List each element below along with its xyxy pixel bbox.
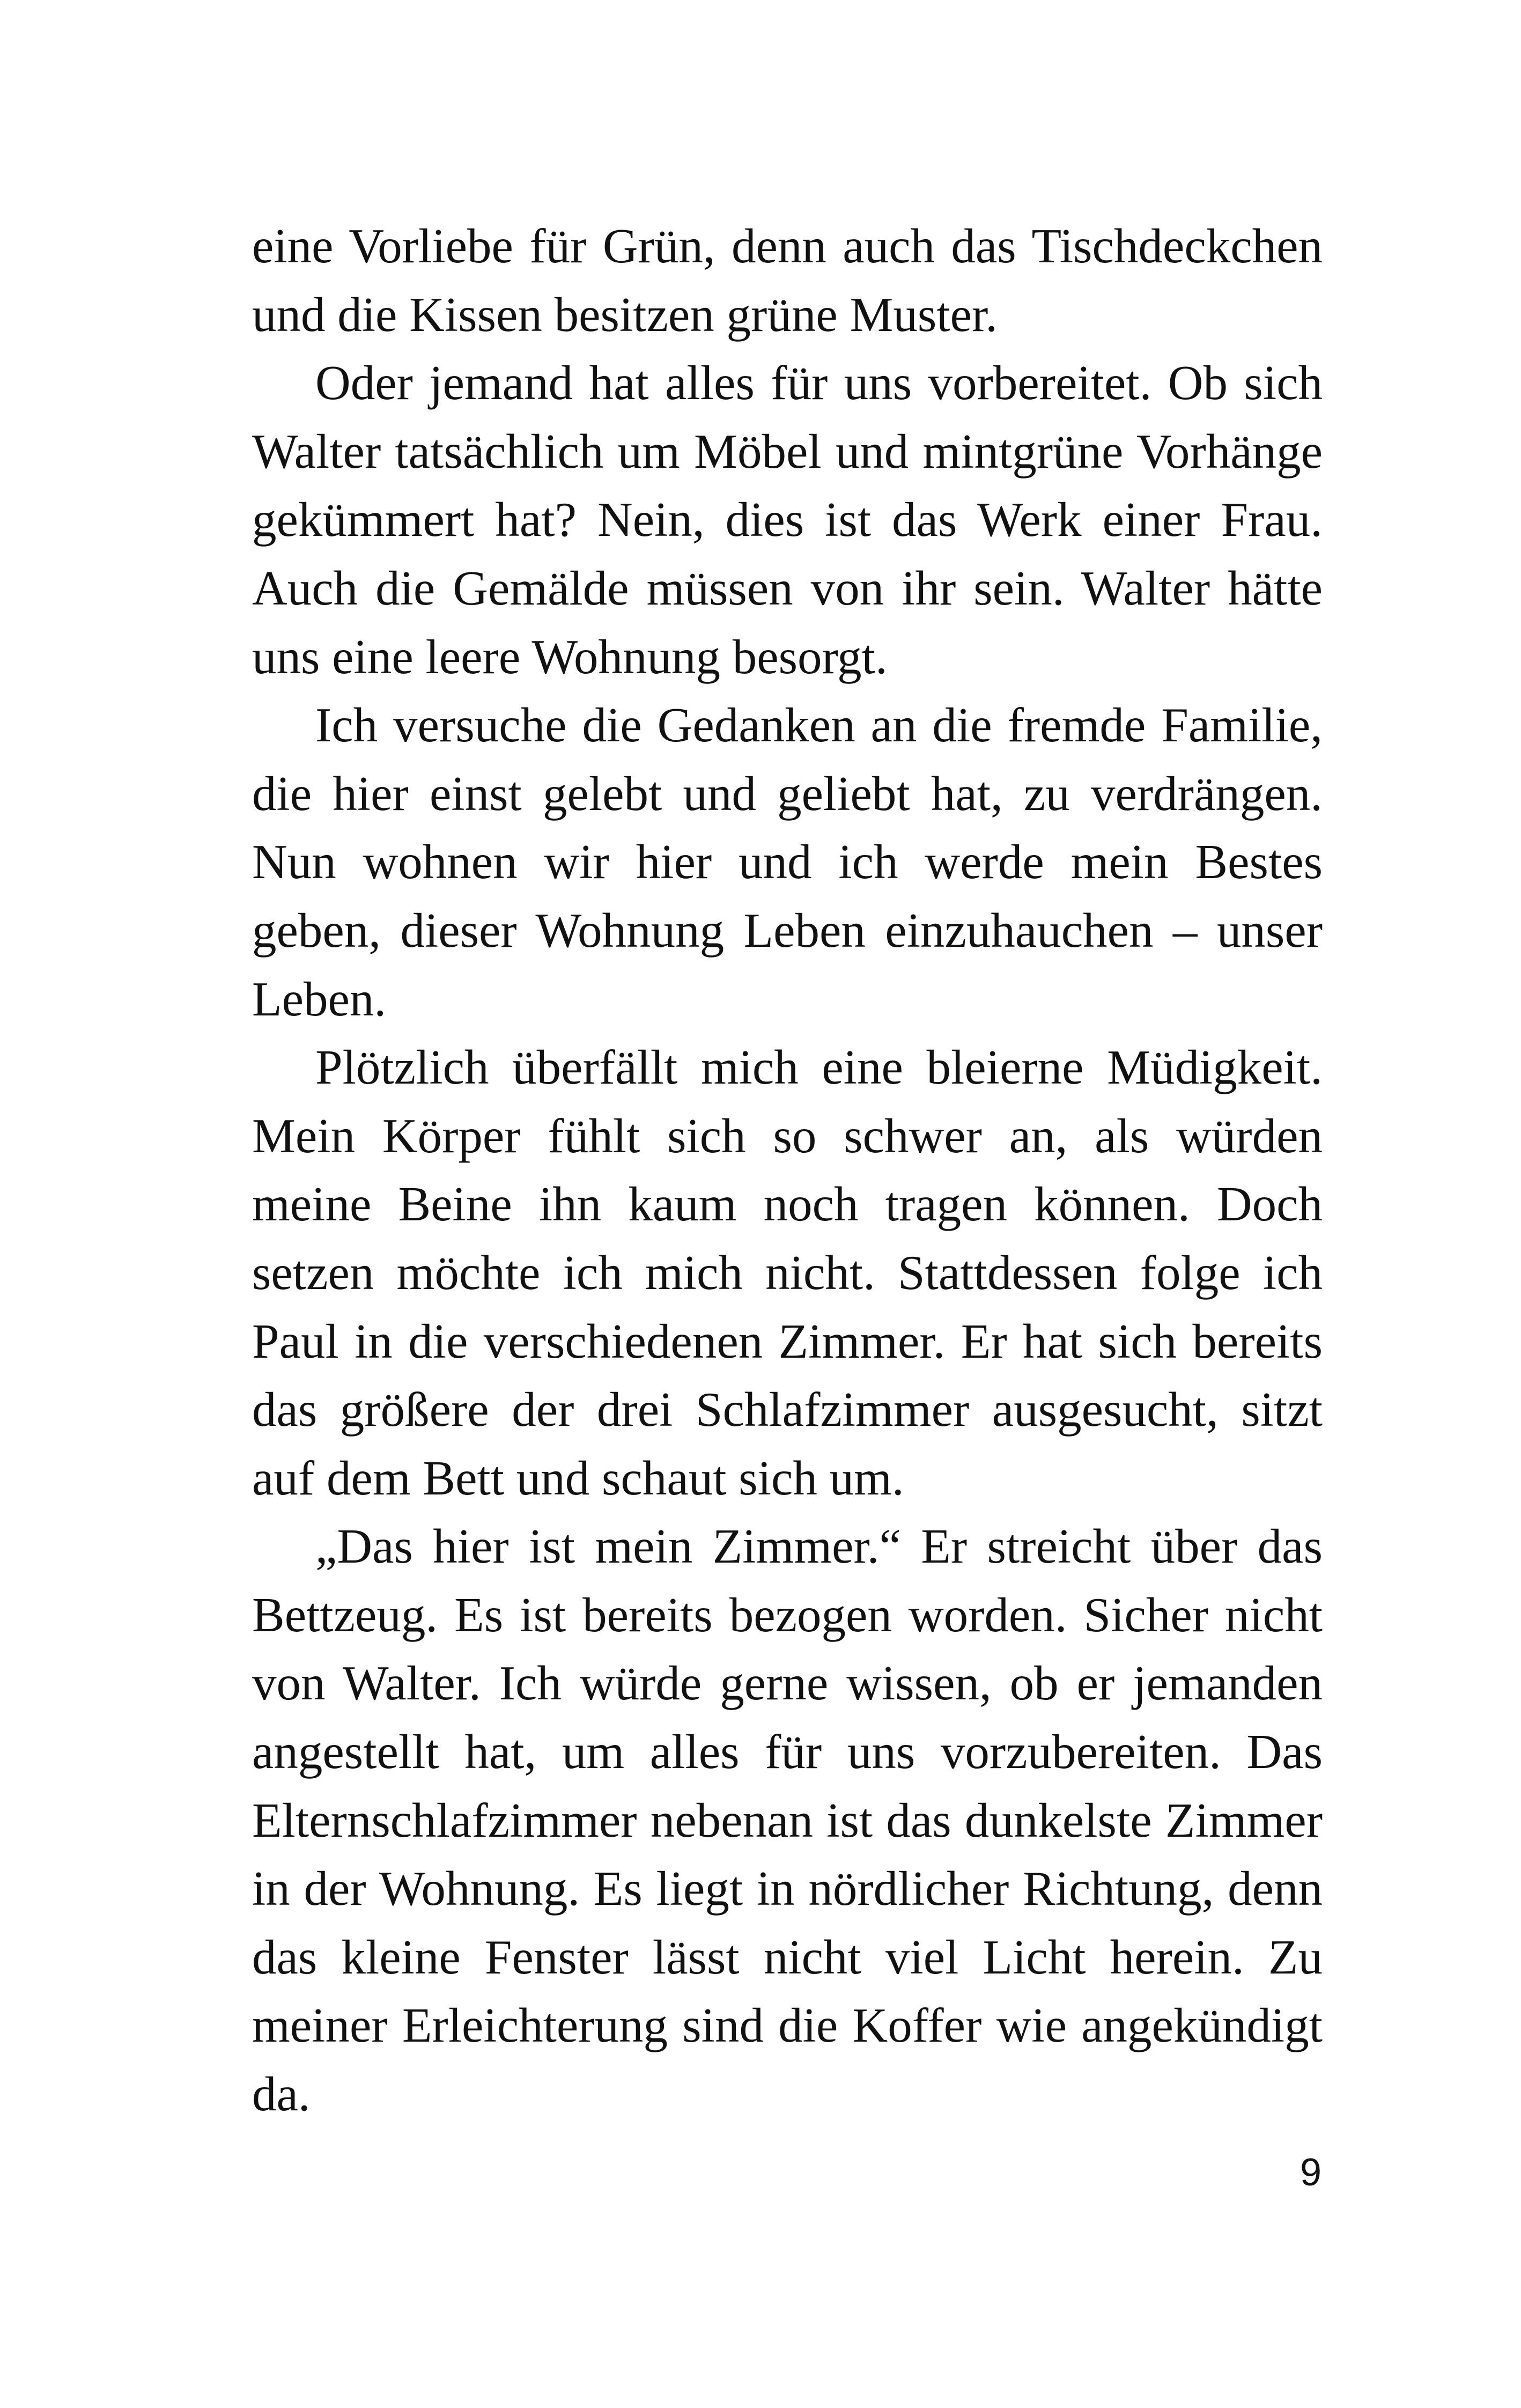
paragraph: Oder jemand hat alles für uns vorbereitet. Ob sich Walter tatsächlich um Möbel und mintgrüne Vorhänge gekümmert hat? Nein, dies ist das Werk einer Frau. Auch die Gemälde müssen von ihr sein. Walter hätte uns eine leere Wohnung besorgt. <box>252 356 1323 684</box>
paragraph: Plötzlich überfällt mich eine bleierne Müdigkeit. Mein Körper fühlt sich so schwer an, als würden meine Beine ihn kaum noch tragen können. Doch setzen möchte ich mich nicht. Stattdessen folge ich Paul in die verschiedenen Zimmer. Er hat sich bereits das größere der drei Schlafzimmer ausgesucht, sitzt auf dem Bett und schaut sich um. <box>252 1040 1323 1505</box>
body-text <box>252 212 1323 2129</box>
paragraph: Ich versuche die Gedanken an die fremde Familie, die hier einst gelebt und geliebt hat, zu verdrängen. Nun wohnen wir hier und ich werde mein Bestes geben, dieser Wohnung Leben einzuhauchen – unser Leben. <box>252 698 1323 1026</box>
paragraph: „Das hier ist mein Zimmer.“ Er streicht über das Bettzeug. Es ist bereits bezogen worden. Sicher nicht von Walter. Ich würde gerne wissen, ob er jemanden angestellt hat, um alles für uns vorzubereiten. Das Elternschlafzimmer nebenan ist das dunkelste Zimmer in der Wohnung. Es liegt in nördlicher Richtung, denn das kleine Fenster lässt nicht viel Licht herein. Zu meiner Erleichterung sind die Koffer wie angekündigt da. <box>252 1519 1323 2122</box>
page-number: 9 <box>1300 2151 1321 2194</box>
paragraph: eine Vorliebe für Grün, denn auch das Tischdeckchen und die Kissen besitzen grüne Muster. <box>252 219 1323 342</box>
